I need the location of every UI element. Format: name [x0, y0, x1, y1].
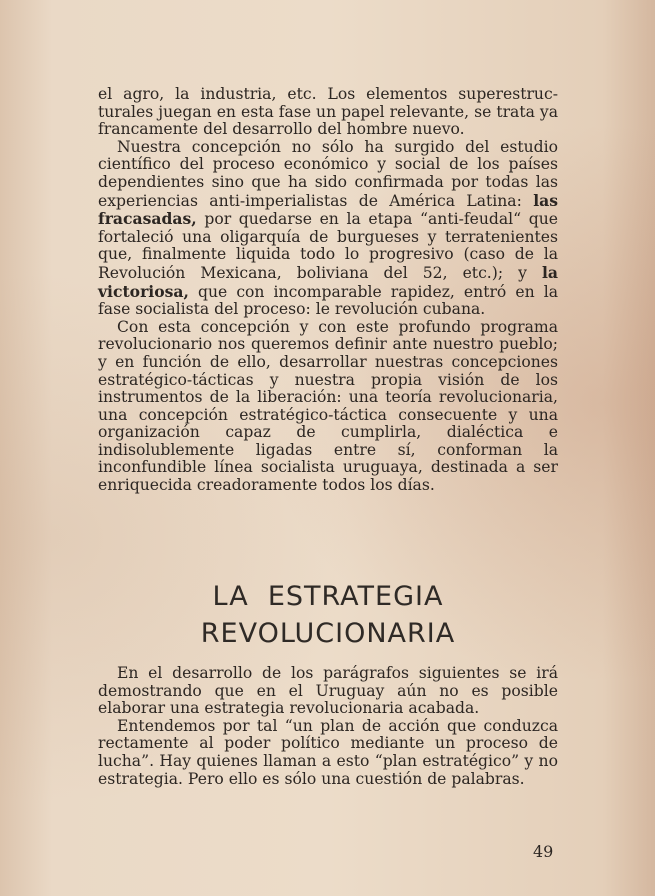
- body-text-top: [98, 86, 558, 495]
- paragraph-2-text-a: Nuestra concepción no sólo ha surgido del estudio científico del proceso económico y social de los países dependientes sino que ha sido confirmada por todas las experiencias anti-imperialistas de América Latina:: [98, 137, 558, 210]
- paragraph-2-text-b: por quedarse en la etapa “anti-feudal“ que fortaleció una oligarquía de burgueses y terratenientes que, finalmente liquida todo lo progresivo (caso de la Revolución Mexicana, boliviana del 52, etc.); y: [98, 210, 558, 282]
- section-heading: [98, 578, 558, 652]
- paragraph-3-text: Con esta concepción y con este profundo programa revolucionario nos queremos definir ante nuestro pueblo; y en función de ello, desarrollar nuestras concepciones estratégico-tácticas y nuestra propia visión de los instrumentos de la liberación: una teoría revolucionaria, una concepción estratégico-táctica consecuente y una organización capaz de cumplirla, dialéctica e indisolublemente ligadas entre sí, conforman la inconfundible línea socialista uruguaya, destinada a ser enriquecida creadoramente todos los días.: [98, 317, 558, 495]
- page-number: 49: [533, 842, 554, 861]
- bold-las-fracasadas: las fracasadas,: [98, 190, 558, 229]
- paragraph-1-text: el agro, la industria, etc. Los elementos superestructurales juegan en esta fase un papel relevante, se trata ya francamente del desarrollo del hombre nuevo.: [98, 85, 558, 139]
- heading-line-2: REVOLUCIONARIA: [200, 618, 456, 649]
- heading-line-1: LA ESTRATEGIA: [212, 581, 444, 612]
- bold-la-victoriosa: la victoriosa,: [98, 262, 558, 301]
- paragraph-3: [98, 319, 558, 495]
- body-text-bottom: [98, 665, 558, 788]
- paragraph-2-text-c: que con incomparable rapidez, entró en la fase socialista del proceso: le revolución cubana.: [98, 282, 558, 319]
- paragraph-1: [98, 86, 558, 139]
- paragraph-2: [98, 139, 558, 319]
- paragraph-4: En el desarrollo de los parágrafos siguientes se irá demostrando que en el Uruguay aún no es posible elaborar una estrategia revolucionaria acabada.: [98, 664, 558, 718]
- paragraph-5: Entendemos por tal “un plan de acción que conduzca rectamente al poder político mediante un proceso de lucha”. Hay quienes llaman a esto “plan estratégico” y no estrategia. Pero ello es sólo una cuestión de palabras.: [98, 716, 558, 788]
